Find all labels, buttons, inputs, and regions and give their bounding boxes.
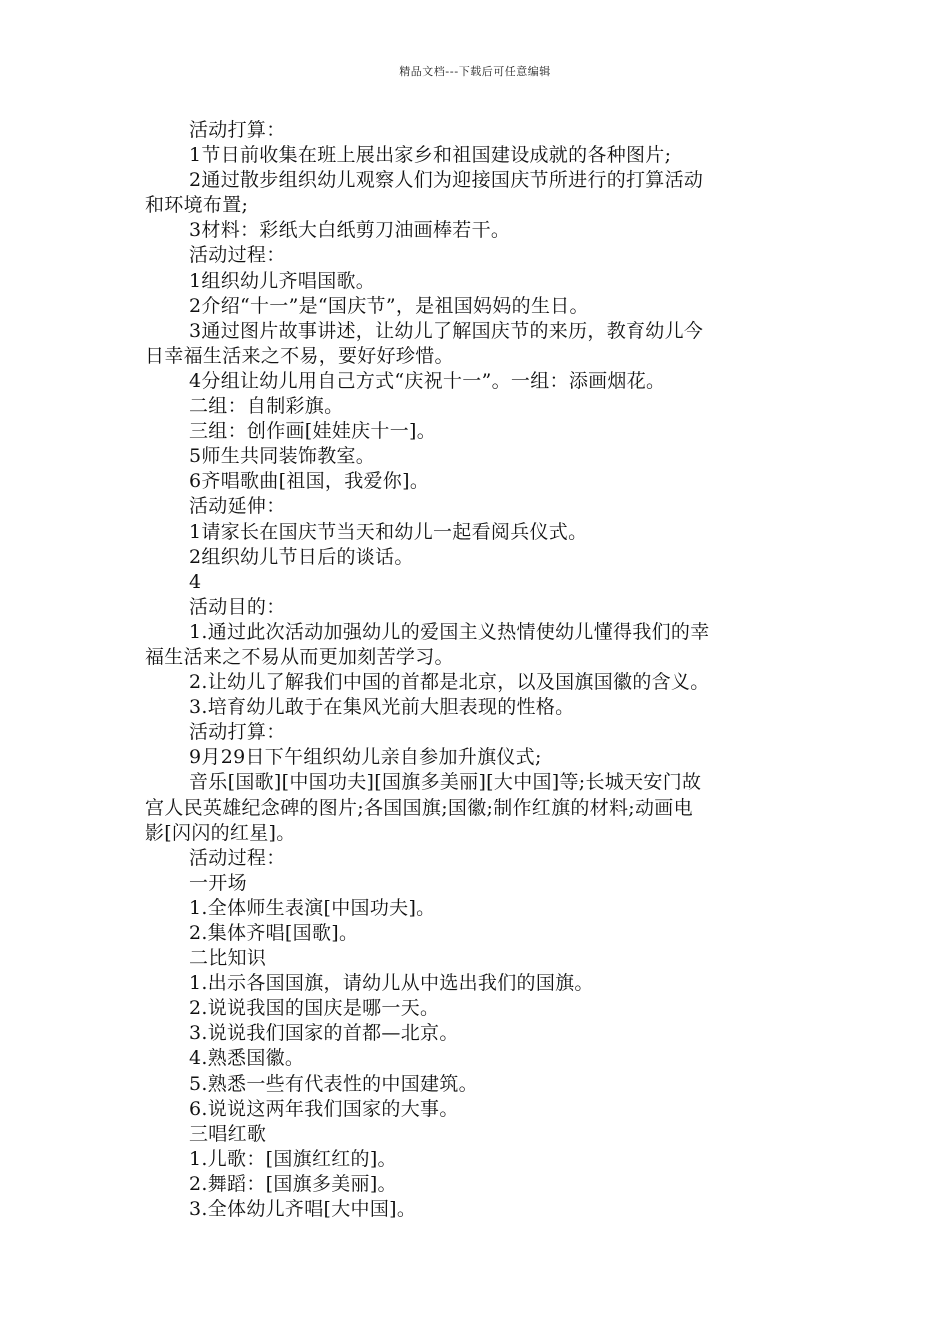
text-line: 3材料：彩纸大白纸剪刀油画棒若干。 bbox=[189, 219, 511, 242]
text-line: 4分组让幼儿用自己方式“庆祝十一”。一组：添画烟花。 bbox=[189, 369, 666, 392]
text-line: 2.舞蹈：[国旗多美丽]。 bbox=[189, 1172, 397, 1195]
text-line: 2介绍“十一”是“国庆节”，是祖国妈妈的生日。 bbox=[189, 294, 589, 317]
text-line: 3.全体幼儿齐唱[大中国]。 bbox=[189, 1198, 417, 1221]
text-line: 3.说说我们国家的首都—北京。 bbox=[189, 1022, 459, 1045]
text-line: 宫人民英雄纪念碑的图片;各国国旗;国徽;制作红旗的材料;动画电 bbox=[145, 796, 693, 819]
text-line: 6.说说这两年我们国家的大事。 bbox=[189, 1097, 459, 1120]
text-line: 活动过程： bbox=[189, 244, 286, 267]
text-line: 2组织幼儿节日后的谈话。 bbox=[189, 545, 414, 568]
text-line: 一开场 bbox=[189, 871, 247, 894]
text-line: 二比知识 bbox=[189, 947, 267, 970]
text-line: 1请家长在国庆节当天和幼儿一起看阅兵仪式。 bbox=[189, 520, 588, 543]
text-line: 1.通过此次活动加强幼儿的爱国主义热情使幼儿懂得我们的幸 bbox=[189, 620, 710, 643]
text-line: 活动过程： bbox=[189, 846, 286, 869]
text-line: 2.集体齐唱[国歌]。 bbox=[189, 922, 359, 944]
page-header: 精品文档---下载后可任意编辑 bbox=[399, 65, 551, 78]
text-line: 活动打算： bbox=[189, 721, 286, 744]
text-line: 2通过散步组织幼儿观察人们为迎接国庆节所进行的打算活动 bbox=[189, 169, 704, 192]
text-line: 二组：自制彩旗。 bbox=[189, 395, 344, 418]
text-line: 和环境布置; bbox=[145, 194, 249, 217]
text-line: 9月29日下午组织幼儿亲自参加升旗仪式; bbox=[189, 746, 542, 769]
text-line: 音乐[国歌][中国功夫][国旗多美丽][大中国]等;长城天安门故 bbox=[189, 771, 702, 794]
text-line: 福生活来之不易从而更加刻苦学习。 bbox=[145, 645, 454, 668]
text-line: 三唱红歌 bbox=[189, 1122, 267, 1145]
text-line: 2.让幼儿了解我们中国的首都是北京，以及国旗国徽的含义。 bbox=[189, 671, 710, 694]
text-line: 4.熟悉国徽。 bbox=[189, 1047, 305, 1070]
text-line: 影[闪闪的红星]。 bbox=[145, 821, 296, 844]
text-line: 4 bbox=[189, 570, 202, 593]
text-line: 1组织幼儿齐唱国歌。 bbox=[189, 269, 376, 292]
text-line: 1.全体师生表演[中国功夫]。 bbox=[189, 896, 436, 919]
text-line: 1.出示各国国旗，请幼儿从中选出我们的国旗。 bbox=[189, 972, 594, 995]
text-line: 3.培育幼儿敢于在集风光前大胆表现的性格。 bbox=[189, 696, 575, 719]
text-line: 活动延伸： bbox=[189, 495, 286, 518]
text-line: 6齐唱歌曲[祖国，我爱你]。 bbox=[189, 470, 430, 493]
text-line: 活动打算： bbox=[189, 119, 286, 141]
text-line: 3通过图片故事讲述，让幼儿了解国庆节的来历，教育幼儿今 bbox=[189, 319, 704, 342]
text-line: 活动目的： bbox=[189, 595, 286, 618]
text-line: 5师生共同装饰教室。 bbox=[189, 445, 376, 468]
text-line: 5.熟悉一些有代表性的中国建筑。 bbox=[189, 1072, 478, 1095]
text-line: 1.儿歌：[国旗红红的]。 bbox=[189, 1147, 397, 1170]
text-line: 三组：创作画[娃娃庆十一]。 bbox=[189, 420, 437, 443]
document-body bbox=[145, 118, 813, 1222]
text-line: 2.说说我国的国庆是哪一天。 bbox=[189, 997, 440, 1020]
text-line: 1节日前收集在班上展出家乡和祖国建设成就的各种图片; bbox=[189, 144, 672, 167]
text-line: 日幸福生活来之不易，要好好珍惜。 bbox=[145, 344, 454, 367]
